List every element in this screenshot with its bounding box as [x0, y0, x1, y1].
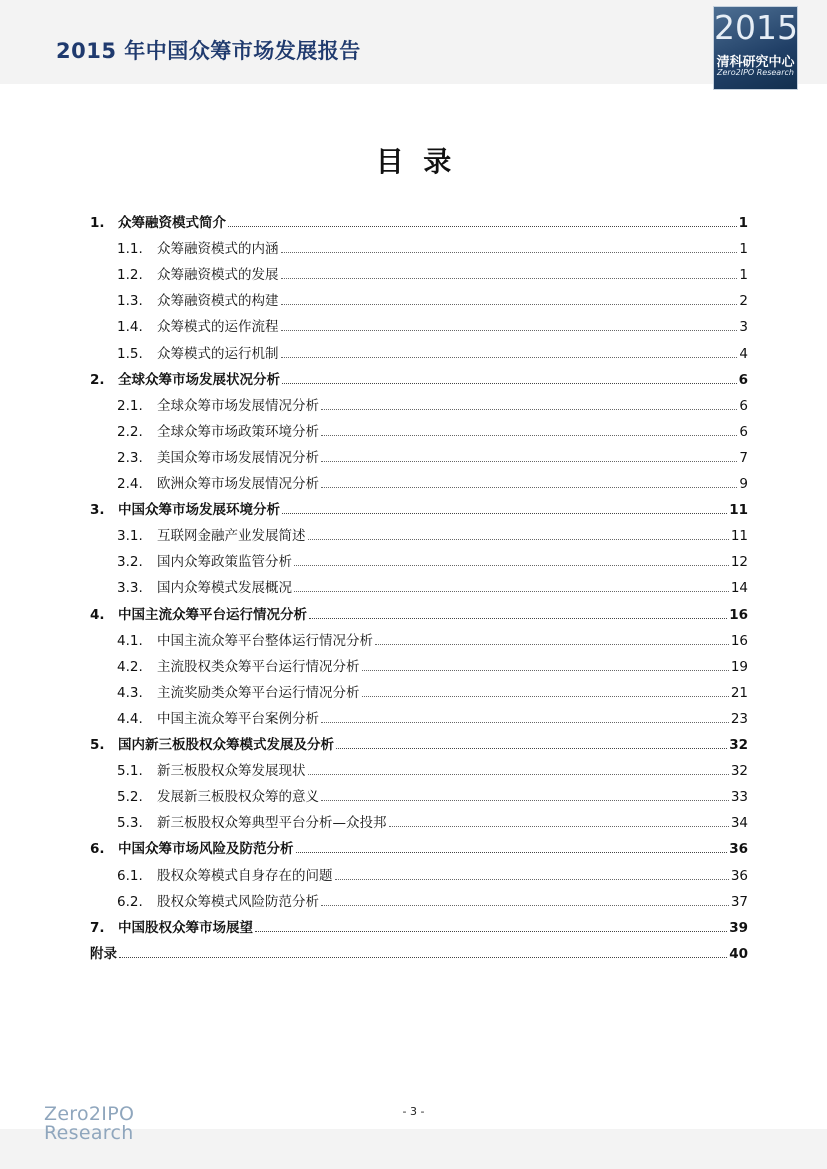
- toc-entry-title: 中国众筹市场风险及防范分析: [118, 841, 294, 858]
- toc-dot-leader: [336, 747, 727, 749]
- footer-logo-line2: Research: [44, 1122, 134, 1144]
- toc-entry-number: 1.4.: [117, 319, 143, 336]
- toc-entry-title: 众筹融资模式的内涵: [157, 241, 279, 258]
- toc-entry-page: 32: [730, 763, 748, 780]
- toc-entry-number: 3.2.: [117, 554, 143, 571]
- toc-entry-title: 中国众筹市场发展环境分析: [118, 502, 280, 519]
- toc-entry-number: 1.2.: [117, 267, 143, 284]
- toc-entry-title: 众筹模式的运作流程: [157, 319, 279, 336]
- toc-entry[interactable]: [90, 368, 748, 388]
- toc-entry[interactable]: [117, 289, 748, 309]
- toc-entry-page: 12: [730, 554, 748, 571]
- toc-dot-leader: [294, 564, 729, 566]
- toc-dot-leader: [321, 408, 737, 410]
- toc-entry-page: 6: [739, 397, 748, 414]
- toc-dot-leader: [362, 669, 729, 671]
- toc-dot-leader: [321, 799, 729, 801]
- toc-entry-title: 全球众筹市场政策环境分析: [157, 423, 319, 440]
- toc-entry-page: 36: [729, 841, 748, 858]
- toc-entry-number: 7.: [90, 919, 105, 936]
- report-title: 2015 年中国众筹市场发展报告: [56, 39, 361, 63]
- toc-entry-title: 全球众筹市场发展情况分析: [157, 397, 319, 414]
- toc-dot-leader: [321, 721, 729, 723]
- toc-entry-number: 5.: [90, 737, 105, 753]
- toc-dot-leader: [282, 512, 727, 514]
- toc-dot-leader: [281, 329, 738, 331]
- toc-dot-leader: [321, 460, 737, 462]
- toc-entry[interactable]: [117, 759, 748, 779]
- toc-entry-number: 6.2.: [117, 893, 143, 910]
- toc-entry-page: 14: [730, 580, 748, 597]
- toc-entry-page: 21: [730, 684, 748, 701]
- toc-entry-title: 众筹融资模式简介: [118, 215, 226, 231]
- toc-entry-title: 附录: [90, 945, 117, 962]
- toc-entry-page: 3: [739, 319, 748, 336]
- toc-entry[interactable]: [117, 315, 748, 335]
- toc-entry-page: 36: [730, 867, 748, 884]
- toc-entry-page: 1: [739, 241, 748, 258]
- toc-entry-title: 新三板股权众筹发展现状: [157, 763, 306, 780]
- toc-entry-number: 2.2.: [117, 423, 143, 440]
- toc-entry[interactable]: [90, 733, 748, 753]
- toc-dot-leader: [228, 225, 737, 227]
- toc-entry-number: 1.3.: [117, 293, 143, 310]
- toc-dot-leader: [309, 617, 727, 619]
- toc-entry-page: 11: [729, 502, 748, 519]
- toc-entry[interactable]: [117, 394, 748, 414]
- toc-entry[interactable]: [90, 942, 748, 962]
- toc-entry-number: 3.: [90, 502, 105, 519]
- toc-heading: 目 录: [375, 145, 452, 178]
- toc-entry-page: 1: [739, 267, 748, 284]
- toc-entry-page: 2: [739, 293, 748, 310]
- toc-entry-number: 4.4.: [117, 710, 143, 727]
- zero2ipo-logo: [713, 6, 798, 90]
- toc-entry-number: 4.3.: [117, 684, 143, 701]
- toc-entry-title: 欧洲众筹市场发展情况分析: [157, 476, 319, 492]
- toc-entry-title: 众筹模式的运行机制: [157, 345, 279, 362]
- toc-entry-title: 新三板股权众筹典型平台分析—众投邦: [157, 815, 387, 832]
- toc-entry-number: 4.1.: [117, 632, 143, 649]
- toc-dot-leader: [335, 878, 729, 880]
- toc-entry[interactable]: [90, 603, 748, 623]
- toc-entry[interactable]: [117, 864, 748, 884]
- toc-entry-number: 2.4.: [117, 476, 143, 492]
- toc-entry[interactable]: [117, 550, 748, 570]
- toc-entry-page: 7: [739, 449, 748, 466]
- toc-dot-leader: [321, 486, 737, 488]
- toc-entry-title: 主流股权类众筹平台运行情况分析: [157, 658, 360, 675]
- toc-dot-leader: [281, 356, 738, 358]
- toc-entry-number: 5.3.: [117, 815, 143, 832]
- toc-entry[interactable]: [117, 655, 748, 675]
- toc-entry-number: 6.1.: [117, 867, 143, 884]
- toc-entry[interactable]: [117, 629, 748, 649]
- toc-dot-leader: [389, 825, 729, 827]
- toc-entry-number: 5.2.: [117, 789, 143, 806]
- page-number: - 3 -: [402, 1105, 425, 1118]
- logo-year: 2015: [714, 8, 798, 47]
- toc-entry-title: 中国主流众筹平台运行情况分析: [118, 606, 307, 623]
- toc-dot-leader: [282, 382, 737, 384]
- toc-entry-title: 国内众筹政策监管分析: [157, 554, 292, 571]
- toc-entry-title: 国内新三板股权众筹模式发展及分析: [118, 737, 334, 753]
- footer-logo: [44, 1105, 134, 1143]
- toc-dot-leader: [281, 277, 738, 279]
- toc-entry-title: 股权众筹模式自身存在的问题: [157, 867, 333, 884]
- toc-entry-page: 37: [730, 893, 748, 910]
- toc-entry-title: 全球众筹市场发展状况分析: [118, 371, 280, 388]
- toc-entry-number: 5.1.: [117, 763, 143, 780]
- toc-entry[interactable]: [90, 498, 748, 518]
- toc-entry-page: 40: [729, 945, 748, 962]
- toc-dot-leader: [296, 851, 728, 853]
- toc-entry-title: 发展新三板股权众筹的意义: [157, 789, 319, 806]
- toc-entry-page: 33: [730, 789, 748, 806]
- toc-entry-page: 11: [730, 528, 748, 545]
- toc-entry-title: 国内众筹模式发展概况: [157, 580, 292, 597]
- toc-entry-number: 2.: [90, 371, 105, 388]
- toc-entry-page: 23: [730, 710, 748, 727]
- toc-dot-leader: [308, 538, 729, 540]
- toc-entry[interactable]: [117, 576, 748, 596]
- toc-dot-leader: [375, 643, 729, 645]
- toc-dot-leader: [281, 251, 738, 253]
- toc-entry-page: 4: [739, 345, 748, 362]
- toc-dot-leader: [362, 695, 729, 697]
- toc-entry[interactable]: [117, 785, 748, 805]
- toc-entry-page: 1: [738, 215, 748, 231]
- toc-entry-title: 美国众筹市场发展情况分析: [157, 449, 319, 466]
- toc-entry[interactable]: [117, 707, 748, 727]
- toc-entry-number: 1.1.: [117, 241, 143, 258]
- toc-entry-page: 32: [729, 737, 748, 753]
- toc-entry[interactable]: [117, 890, 748, 910]
- toc-entry[interactable]: [117, 420, 748, 440]
- toc-entry-page: 9: [739, 476, 748, 492]
- toc-entry-number: 2.3.: [117, 449, 143, 466]
- toc-entry-page: 6: [739, 423, 748, 440]
- toc-entry-number: 3.1.: [117, 528, 143, 545]
- logo-org-en: Zero2IPO Research: [717, 68, 794, 77]
- toc-entry-title: 众筹融资模式的发展: [157, 267, 279, 284]
- toc-entry[interactable]: [117, 524, 748, 544]
- toc-entry-number: 4.2.: [117, 658, 143, 675]
- toc-dot-leader: [255, 930, 727, 932]
- toc-entry-page: 16: [730, 632, 748, 649]
- toc-dot-leader: [281, 303, 738, 305]
- toc-dot-leader: [321, 434, 737, 436]
- toc-entry[interactable]: [117, 811, 748, 831]
- toc-entry[interactable]: [117, 342, 748, 362]
- toc-dot-leader: [308, 773, 729, 775]
- logo-org-cn: 清科研究中心: [716, 55, 795, 70]
- toc-entry-page: 19: [730, 658, 748, 675]
- toc-entry-title: 股权众筹模式风险防范分析: [157, 893, 319, 910]
- toc-entry-title: 主流奖励类众筹平台运行情况分析: [157, 684, 360, 701]
- toc-entry-number: 3.3.: [117, 580, 143, 597]
- toc-entry-title: 互联网金融产业发展简述: [157, 528, 306, 545]
- toc-entry[interactable]: [117, 237, 748, 257]
- toc-entry-number: 1.: [90, 215, 105, 231]
- toc-entry-page: 39: [729, 919, 748, 936]
- toc-dot-leader: [294, 590, 729, 592]
- toc-dot-leader: [321, 904, 729, 906]
- toc-entry-title: 中国股权众筹市场展望: [118, 919, 253, 936]
- toc-entry-number: 2.1.: [117, 397, 143, 414]
- toc-entry-title: 中国主流众筹平台案例分析: [157, 710, 319, 727]
- toc-entry-number: 6.: [90, 841, 105, 858]
- toc-entry[interactable]: [117, 263, 748, 283]
- toc-entry-page: 34: [730, 815, 748, 832]
- footer-logo-line1: Zero2IPO: [44, 1103, 135, 1125]
- toc-entry[interactable]: [90, 837, 748, 857]
- toc-entry-title: 中国主流众筹平台整体运行情况分析: [157, 632, 373, 649]
- toc-entry[interactable]: [90, 916, 748, 936]
- toc-entry[interactable]: [90, 211, 748, 231]
- toc-entry[interactable]: [117, 681, 748, 701]
- toc-entry-page: 6: [738, 371, 748, 388]
- toc-entry[interactable]: [117, 446, 748, 466]
- toc-entry-page: 16: [729, 606, 748, 623]
- toc-entry[interactable]: [117, 472, 748, 492]
- toc-entry-number: 4.: [90, 606, 105, 623]
- toc-dot-leader: [119, 956, 727, 958]
- toc-entry-title: 众筹融资模式的构建: [157, 293, 279, 310]
- toc-entry-number: 1.5.: [117, 345, 143, 362]
